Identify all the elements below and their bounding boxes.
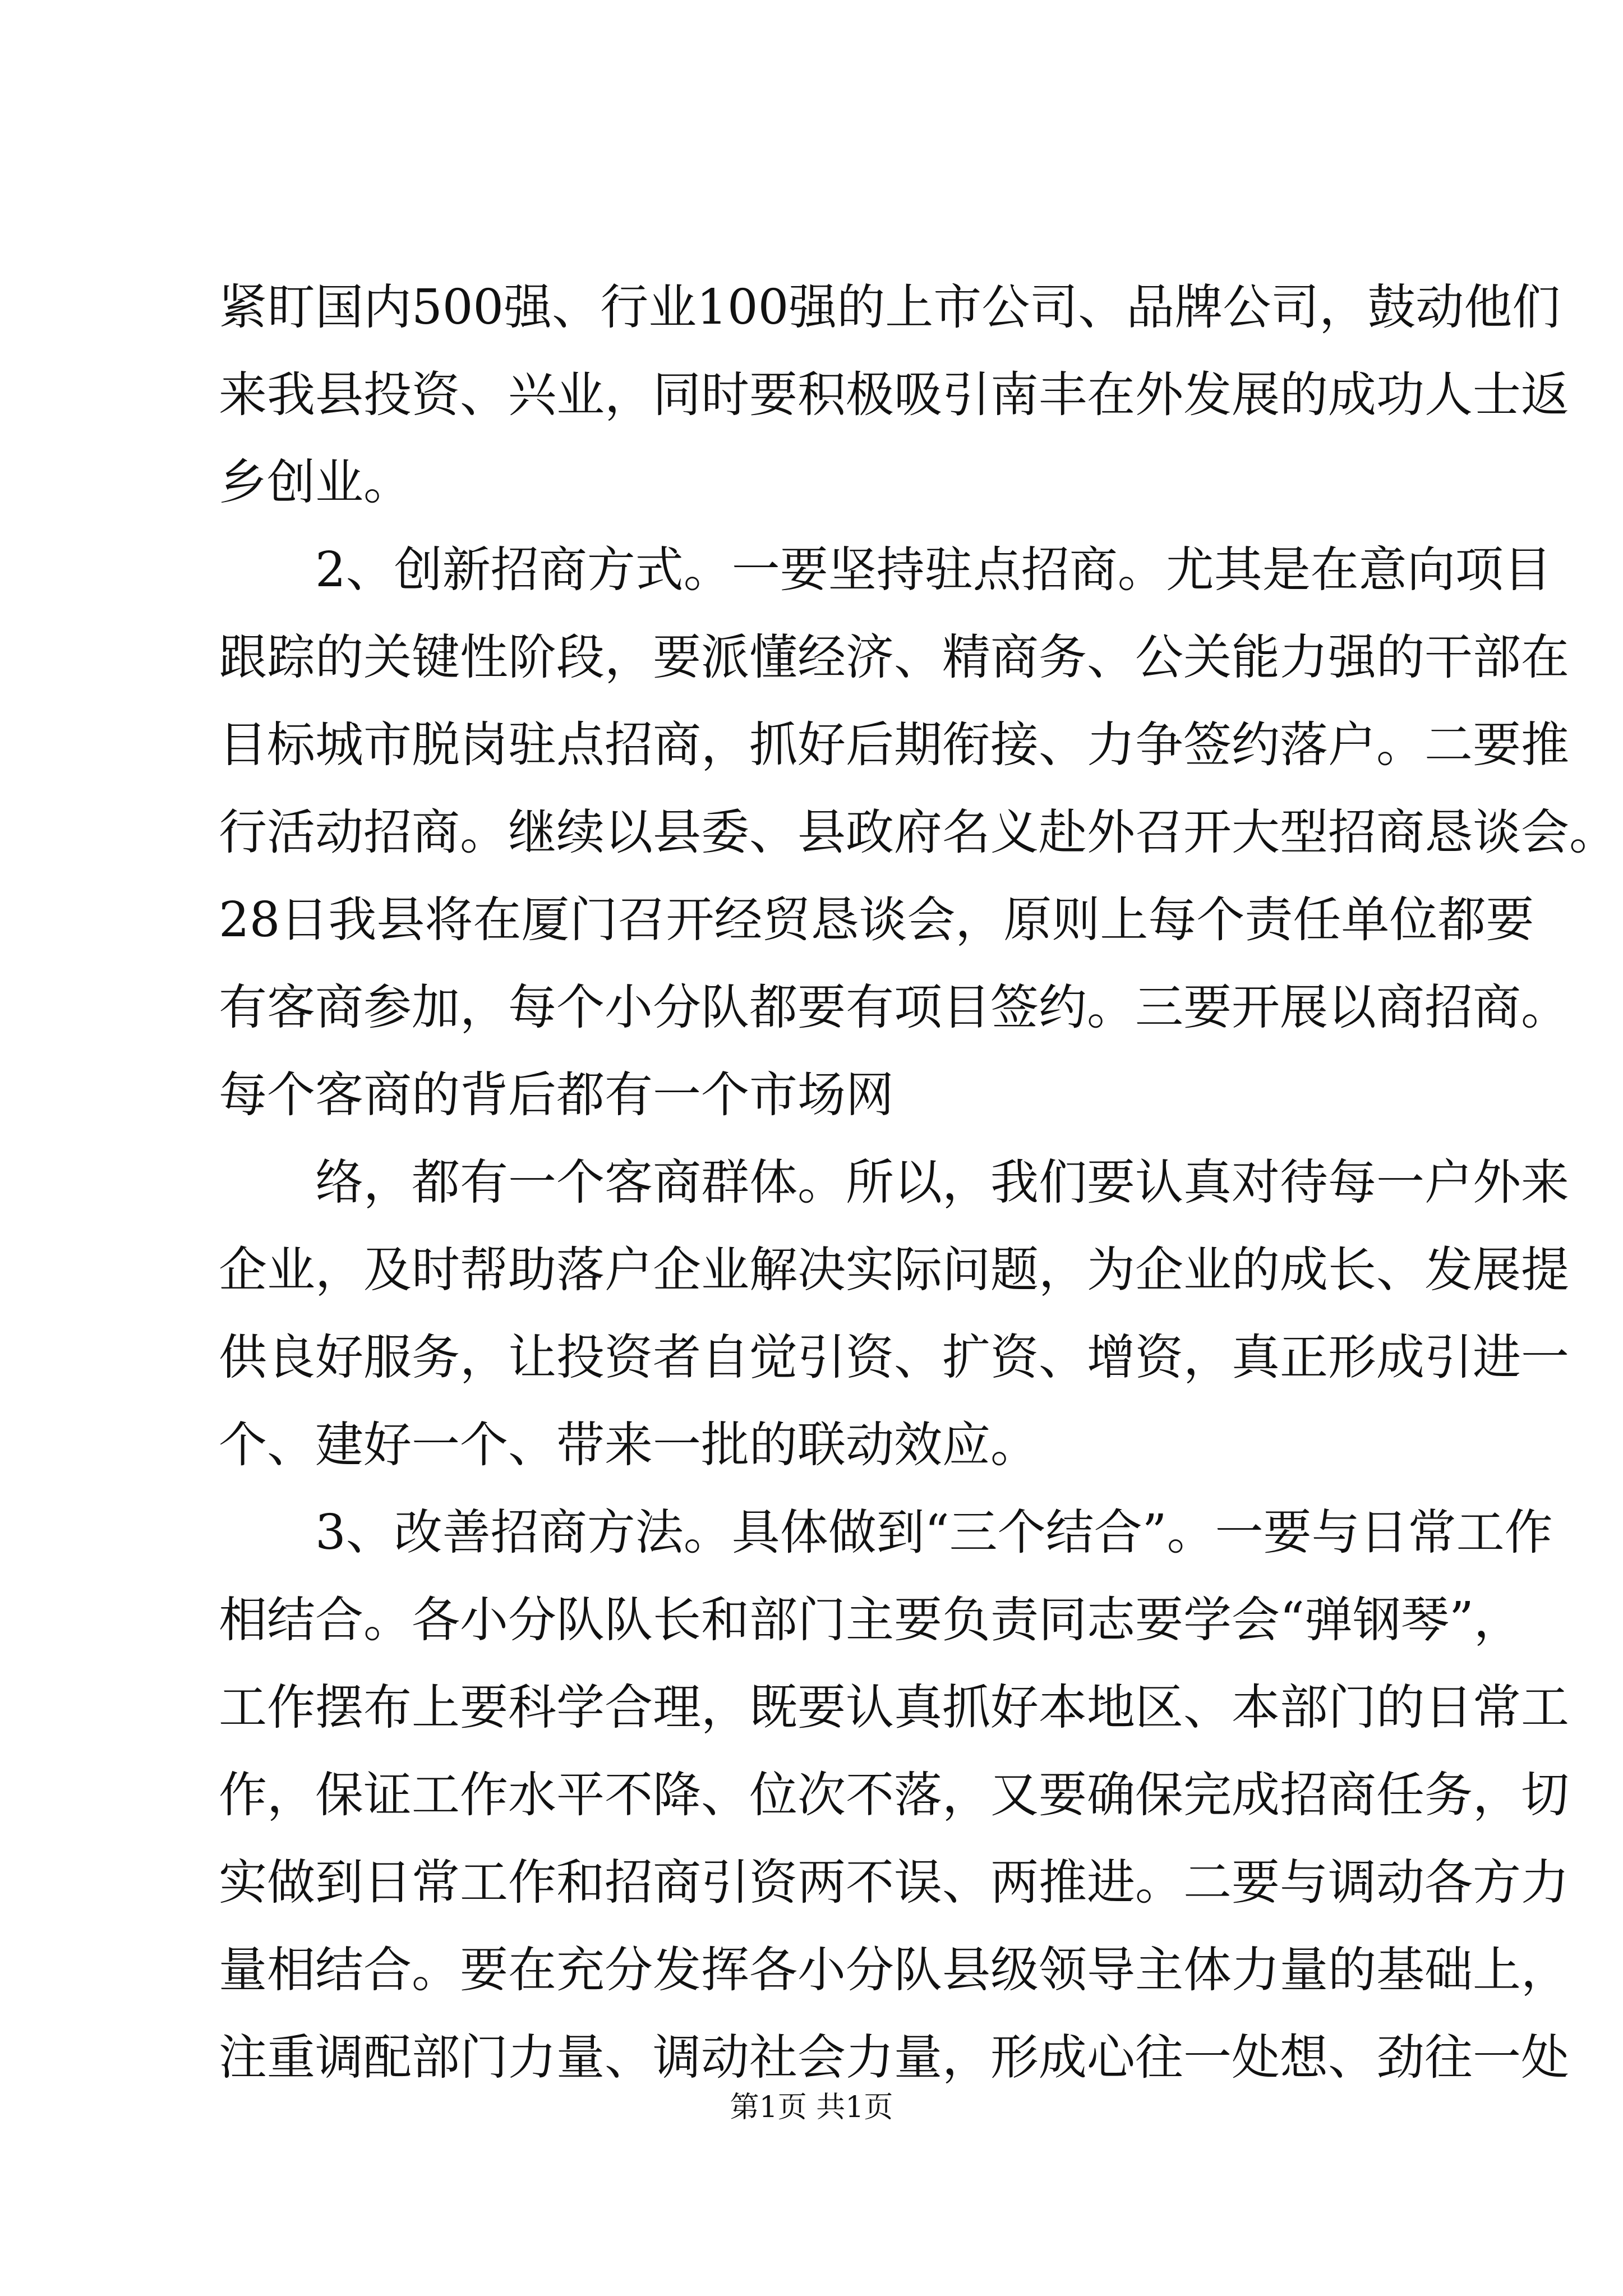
text-line: 行活动招商。继续以县委、县政府名义赴外召开大型招商恳谈会。 [219,804,1617,861]
paragraph-4 [219,1489,1569,2101]
text-line: 2、创新招商方式。一要坚持驻点招商。尤其是在意向项目 [315,542,1552,598]
paragraph-2 [219,526,1617,1139]
text-line: 3、改善招商方法。具体做到“三个结合”。一要与日常工作 [315,1504,1553,1561]
paragraph-1 [219,264,1569,526]
page-number-label: 第1页 共1页 [730,2091,893,2124]
text-line: 企业，及时帮助落户企业解决实际问题，为企业的成长、发展提 [219,1242,1569,1298]
paragraph-3 [219,1139,1569,1489]
document-body [219,264,1617,2101]
text-line: 有客商参加，每个小分队都要有项目签约。三要开展以商招商。 [219,979,1569,1036]
text-line: 供良好服务，让投资者自觉引资、扩资、增资，真正形成引进一 [219,1329,1569,1386]
text-line: 量相结合。要在充分发挥各小分队县级领导主体力量的基础上， [219,1942,1569,1998]
text-line: 实做到日常工作和招商引资两不误、两推进。二要与调动各方力 [219,1855,1569,1911]
text-line: 紧盯国内500强、行业100强的上市公司、品牌公司，鼓动他们 [219,279,1561,335]
text-line: 个、建好一个、带来一批的联动效应。 [219,1417,1039,1473]
text-line: 作，保证工作水平不降、位次不落，又要确保完成招商任务，切 [219,1767,1569,1823]
text-line: 乡创业。 [219,454,412,510]
text-line: 来我县投资、兴业，同时要积极吸引南丰在外发展的成功人士返 [219,367,1569,423]
text-line: 跟踪的关键性阶段，要派懂经济、精商务、公关能力强的干部在 [219,629,1569,685]
text-line: 相结合。各小分队队长和部门主要负责同志要学会“弹钢琴”， [219,1592,1522,1648]
text-line: 每个客商的背后都有一个市场网 [219,1067,894,1123]
text-line: 28日我县将在厦门召开经贸恳谈会，原则上每个责任单位都要 [219,892,1534,948]
text-line: 工作摆布上要科学合理，既要认真抓好本地区、本部门的日常工 [219,1680,1569,1736]
text-line: 目标城市脱岗驻点招商，抓好后期衔接、力争签约落户。二要推 [219,717,1569,773]
text-line: 络，都有一个客商群体。所以，我们要认真对待每一户外来 [315,1154,1569,1211]
page-footer [0,2088,1623,2127]
text-line: 注重调配部门力量、调动社会力量，形成心往一处想、劲往一处 [219,2030,1569,2086]
